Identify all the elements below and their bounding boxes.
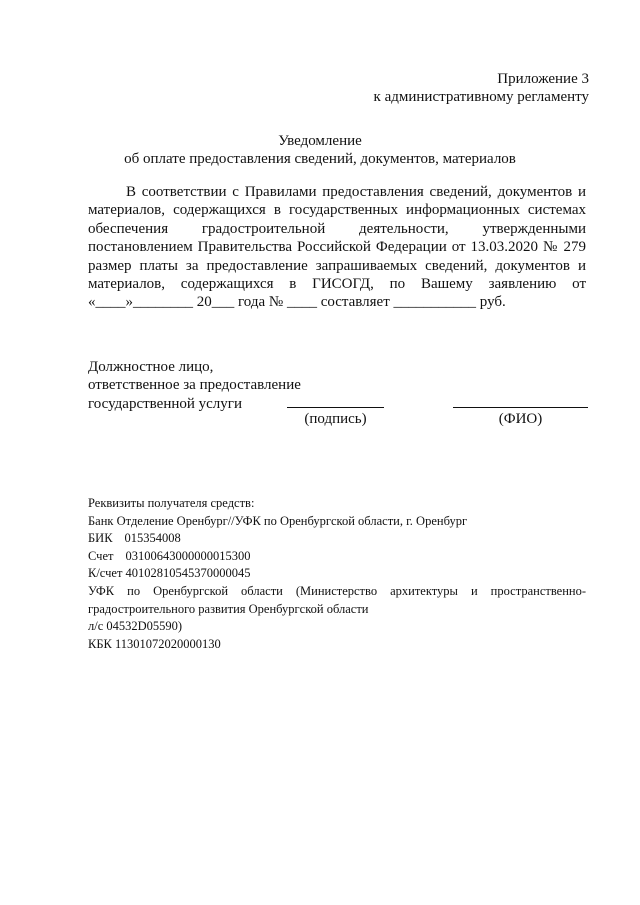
requisites-header: Реквизиты получателя средств:: [88, 496, 255, 510]
official-block: [88, 358, 301, 413]
bik-row: [88, 530, 586, 548]
signature-line: [287, 407, 384, 408]
appendix-reference: к административному регламенту: [373, 89, 589, 105]
body-line: материалов, содержащихся в государственных информационных системах: [88, 202, 586, 219]
recipient-requisites: [88, 495, 586, 653]
official-line-3: государственной услуги: [88, 395, 242, 412]
body-line: материалов, содержащихся в ГИСОГД, по Вашему заявлению от: [88, 276, 586, 293]
kbk-code: КБК 11301072020000130: [88, 636, 221, 651]
body-line: обеспечения градостроительной деятельности, утвержденными: [88, 220, 586, 237]
body-line: В соответствии с Правилами предоставления сведений, документов и: [126, 184, 586, 200]
document-title: [0, 132, 640, 168]
bank-name: Банк Отделение Оренбург//УФК по Оренбургской области, г. Оренбург: [88, 513, 468, 528]
appendix-number: Приложение 3: [497, 71, 589, 87]
title-line-2: об оплате предоставления сведений, документов, материалов: [124, 151, 516, 167]
official-line-1: Должностное лицо,: [88, 359, 214, 375]
body-line: размер платы за предоставление запрашиваемых сведений, документов и: [88, 257, 586, 274]
body-line: «____»________ 20___ года № ____ составляет ___________ руб.: [88, 294, 506, 311]
name-label: (ФИО): [498, 411, 543, 427]
title-line-1: Уведомление: [278, 133, 362, 149]
account-value: 03100643000000015300: [125, 548, 251, 563]
ufk-line-2: градостроительного развития Оренбургской области: [88, 601, 369, 616]
notice-body: [88, 183, 586, 312]
name-line: [453, 407, 588, 408]
account-row: [88, 548, 586, 566]
account-label: Счет: [88, 548, 114, 563]
appendix-header: [374, 70, 589, 106]
corr-account: К/счет 40102810545370000045: [88, 566, 251, 581]
personal-account: л/с 04532D05590): [88, 619, 183, 634]
body-line: постановлением Правительства Российской Федерации от 13.03.2020 № 279: [88, 239, 586, 256]
ufk-line-1: УФК по Оренбургской области (Министерство архитектуры и пространственно-: [88, 583, 586, 598]
signature-label: (подпись): [304, 411, 367, 427]
official-line-2: ответственное за предоставление: [88, 377, 301, 394]
bik-label: БИК: [88, 531, 113, 546]
bik-value: 015354008: [124, 531, 181, 546]
